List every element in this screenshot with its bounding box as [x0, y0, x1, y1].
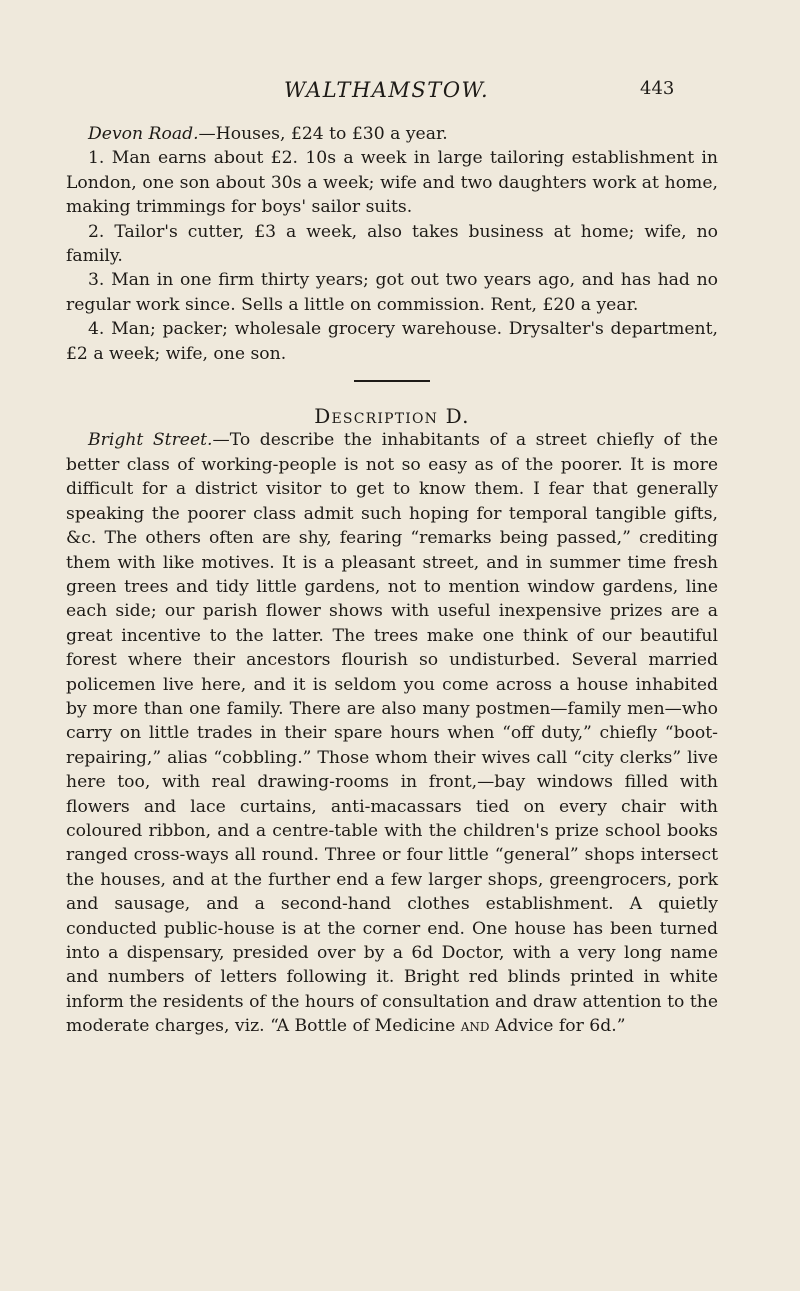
- section-divider: [354, 380, 430, 382]
- household-entry-1: 1. Man earns about £2. 10s a week in large tailoring establishment in London, one son about 30s a week; wife and two daughters work at home, making trimmings for boys' sailor suits.: [66, 148, 718, 218]
- household-entry-2: 2. Tailor's cutter, £3 a week, also takes business at home; wife, no family.: [66, 221, 718, 267]
- street-description: [66, 428, 718, 1038]
- small-caps-and: and: [460, 1016, 490, 1037]
- road-description: —Houses, £24 to £30 a year.: [198, 124, 448, 144]
- running-head: [0, 78, 800, 108]
- road-entry-header: [66, 122, 718, 146]
- body-text: [66, 122, 718, 1039]
- street-name: Bright Street.: [88, 430, 213, 451]
- street-description-end: Advice for 6d.”: [495, 1016, 626, 1037]
- running-title: WALTHAMSTOW.: [284, 78, 490, 102]
- household-entry-3: 3. Man in one firm thirty years; got out two years ago, and has had no regular work since. Sells a little on commission. Rent, £20 a year.: [66, 270, 718, 315]
- road-name: Devon Road.: [88, 124, 199, 144]
- household-entry-4: 4. Man; packer; wholesale grocery warehouse. Drysalter's department, £2 a week; wife, one son.: [66, 319, 718, 364]
- page-number: 443: [640, 78, 675, 99]
- street-description-text: —To describe the inhabitants of a street chiefly of the better class of working-people is not so easy as of the poorer. It is more difficult for a district visitor to get to know them. I fear that generally speaking the poorer class admit such hoping for temporal tangible gifts, &c. The others often are shy, fearing “remarks being passed,” crediting them with like motives. It is a pleasant street, and in summer time fresh green trees and tidy little gardens, not to mention window gardens, line each side; our parish flower shows with useful inexpensive prizes are a great incentive to the latter. The trees make one think of our beautiful forest where their ancestors flourish so undisturbed. Several married policemen live here, and it is seldom you come across a house inhabited by more than one family. There are also many postmen—family men—who carry on little trades in their spare hours when “off duty,” chiefly “boot-repairing,” alias “cobbling.” Those whom their wives call “city clerks” live here too, with real drawing-rooms in front,—bay windows filled with flowers and lace curtains, anti-macassars tied on every chair with coloured ribbon, and a centre-table with the children's prize school books ranged cross-ways all round. Three or four little “general” shops intersect the houses, and at the further end a few larger shops, greengrocers, pork and sausage, and a second-hand clothes establishment. A quietly conducted public-house is at the corner end. One house has been turned into a dispensary, presided over by a 6d Doctor, with a very long name and numbers of letters following it. Bright red blinds printed in white inform the residents of the hours of consultation and draw attention to the moderate charges, viz. “A Bottle of Medicine: [66, 430, 718, 1037]
- section-heading: Description D.: [314, 404, 470, 429]
